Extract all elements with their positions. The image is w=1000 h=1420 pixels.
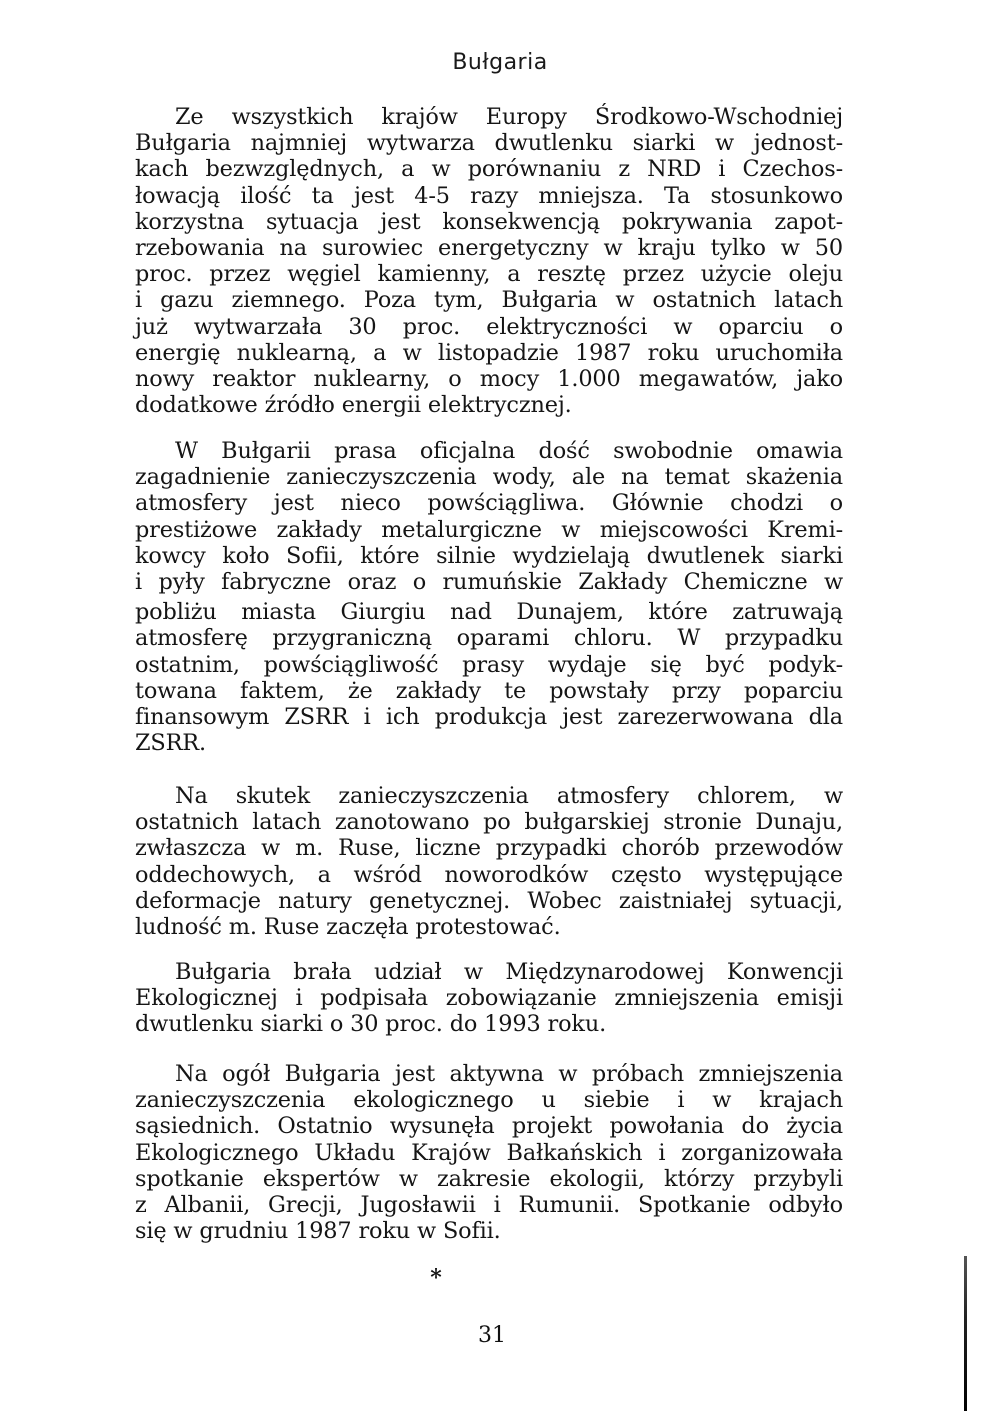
text-line: zwłaszcza w m. Ruse, liczne przypadki chorób przewodów [135, 835, 843, 862]
text-line: Ze wszystkich krajów Europy Środkowo-Wschodniej [175, 104, 843, 130]
text-line: Na skutek zanieczyszczenia atmosfery chlorem, w [175, 783, 843, 809]
text-line: rzebowania na surowiec energetyczny w kraju tylko w 50 [135, 235, 843, 262]
page-number [0, 1323, 1000, 1348]
text-line: sąsiednich. Ostatnio wysunęła projekt powołania do życia [135, 1113, 843, 1140]
text-line: kowcy koło Sofii, które silnie wydzielają dwutlenek siarki [135, 542, 843, 569]
text-line: zanieczyszczenia ekologicznego u siebie i w krajach [135, 1087, 843, 1114]
text-line: Bułgaria brała udział w Międzynarodowej Konwencji [175, 959, 843, 985]
text-line: się w grudniu 1987 roku w Sofii. [135, 1218, 501, 1245]
text-line: już wytwarzała 30 proc. elektryczności w oparciu o [135, 313, 843, 340]
text-line: Bułgaria najmniej wytwarza dwutlenku siarki w jednost- [135, 130, 843, 157]
text-line: towana faktem, że zakłady te powstały przy poparciu [135, 677, 843, 704]
paragraph-5 [135, 1061, 843, 1244]
text-line: nowy reaktor nuklearny, o mocy 1.000 megawatów, jako [135, 366, 843, 393]
text-line: dwutlenku siarki o 30 proc. do 1993 roku. [135, 1011, 607, 1038]
text-line: ostatnim, powściągliwość prasy wydaje się być podyk- [135, 651, 843, 678]
section-separator [0, 1265, 1000, 1291]
text-line: energię nuklearną, a w listopadzie 1987 roku uruchomiła [135, 339, 843, 366]
text-line: atmosferę przygraniczną oparami chloru. W przypadku [135, 625, 843, 652]
text-line: zagadnienie zanieczyszczenia wody, ale na temat skażenia [135, 464, 843, 491]
text-line: ludność m. Ruse zaczęła protestować. [135, 914, 561, 941]
text-line: spotkanie ekspertów w zakresie ekologii, którzy przybyli [135, 1165, 843, 1192]
asterisk-glyph: * [430, 1265, 442, 1291]
paragraph-4 [135, 959, 843, 1038]
text-line: z Albanii, Grecji, Jugosławii i Rumunii. Spotkanie odbyło [135, 1192, 843, 1219]
text-line: Ekologicznej i podpisała zobowiązanie zmniejszenia emisji [135, 985, 843, 1012]
page-number-value: 31 [478, 1323, 506, 1348]
text-line: ostatnich latach zanotowano po bułgarskiej stronie Dunaju, [135, 809, 843, 836]
paragraph-3 [135, 783, 843, 940]
text-line: finansowym ZSRR i ich produkcja jest zarezerwowana dla [135, 704, 843, 731]
text-line: Na ogół Bułgaria jest aktywna w próbach zmniejszenia [175, 1061, 843, 1087]
paragraph-1 [135, 104, 843, 418]
page-edge-line [964, 1256, 967, 1411]
page-title: Bułgaria [452, 50, 548, 75]
text-line: proc. przez węgiel kamienny, a resztę przez użycie oleju [135, 261, 843, 288]
text-line: pobliżu miasta Giurgiu nad Dunajem, które zatruwają [135, 599, 843, 626]
text-line: łowacją ilość ta jest 4-5 razy mniejsza. Ta stosunkowo [135, 182, 843, 209]
text-line: oddechowych, a wśród noworodków często występujące [135, 861, 843, 888]
text-line: i pyły fabryczne oraz o rumuńskie Zakłady Chemiczne w [135, 569, 843, 596]
text-line: prestiżowe zakłady metalurgiczne w miejscowości Kremi- [135, 516, 843, 543]
text-line: kach bezwzględnych, a w porównaniu z NRD i Czechos- [135, 156, 843, 183]
paragraph-2 [135, 438, 843, 756]
text-line: dodatkowe źródło energii elektrycznej. [135, 392, 572, 419]
text-line: deformacje natury genetycznej. Wobec zaistniałej sytuacji, [135, 887, 843, 914]
text-line: atmosfery jest nieco powściągliwa. Głównie chodzi o [135, 490, 843, 517]
text-line: Ekologicznego Układu Krajów Bałkańskich i zorganizowała [135, 1139, 843, 1166]
text-line: W Bułgarii prasa oficjalna dość swobodnie omawia [175, 438, 843, 464]
text-line: korzystna sytuacja jest konsekwencją pokrywania zapot- [135, 208, 843, 235]
text-line: ZSRR. [135, 730, 206, 757]
text-line: i gazu ziemnego. Poza tym, Bułgaria w ostatnich latach [135, 287, 843, 314]
